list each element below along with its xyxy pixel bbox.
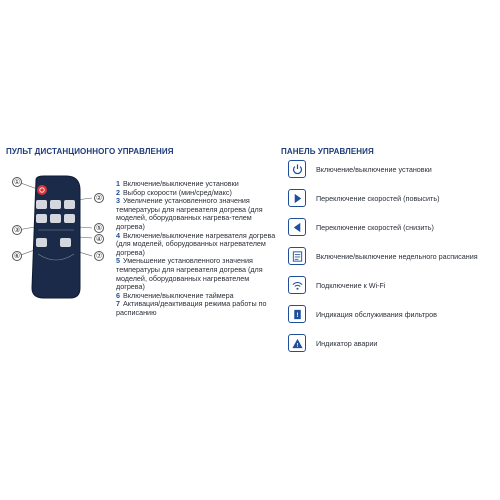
panel-label-power: Включение/выключение установки xyxy=(316,165,432,174)
power-icon xyxy=(288,160,306,178)
panel-item-filter-service xyxy=(288,305,498,325)
panel-label-weekly-schedule: Включение/выключение недельного расписания xyxy=(316,252,478,261)
callout-3: ③ xyxy=(13,227,21,234)
callout-2: ② xyxy=(95,195,103,202)
panel-label-speed-down: Переключение скоростей (снизить) xyxy=(316,223,434,232)
legend-item-4: 4 Включение/выключение нагревателя догрева (для моделей, оборудованных нагревателем догрева) xyxy=(116,230,276,257)
callout-6: ⑥ xyxy=(13,253,21,260)
panel-label-alarm: Индикатор аварии xyxy=(316,339,378,348)
panel-item-speed-up xyxy=(288,189,498,209)
speed-up-icon xyxy=(288,189,306,207)
panel-item-power xyxy=(288,160,498,180)
filter-service-icon xyxy=(288,305,306,323)
svg-text:!: ! xyxy=(296,342,298,349)
wifi-icon xyxy=(288,276,306,294)
legend-item-6: 6 Включение/выключение таймера xyxy=(116,290,234,300)
legend-item-7: 7 Активация/деактивация режима работы по расписанию xyxy=(116,299,267,317)
legend-item-3: 3 Увеличение установленного значения температуры для нагревателя догрева (для моделей, оборудованных нагрева-телем догрева) xyxy=(116,196,263,231)
weekly-schedule-icon xyxy=(288,247,306,265)
remote-section-heading: ПУЛЬТ ДИСТАНЦИОННОГО УПРАВЛЕНИЯ xyxy=(6,147,174,156)
speed-down-icon xyxy=(288,218,306,236)
panel-item-alarm xyxy=(288,334,498,354)
panel-item-weekly-schedule xyxy=(288,247,498,267)
legend-item-1: 1 Включение/выключение установки xyxy=(116,179,239,188)
panel-label-wifi: Подключение к Wi-Fi xyxy=(316,281,386,290)
legend-item-5: 5 Уменьшение установленного значения температуры для нагревателя догрева (для моделей, оборудованных нагревателем догрева) xyxy=(116,256,263,292)
callout-5: ⑤ xyxy=(95,225,103,232)
panel-section-heading: ПАНЕЛЬ УПРАВЛЕНИЯ xyxy=(281,147,374,156)
panel-item-speed-down xyxy=(288,218,498,238)
legend-item-2: 2 Выбор скорости (мин/сред/макс) xyxy=(116,187,232,197)
panel-label-filter-service: Индикация обслуживания фильтров xyxy=(316,310,438,319)
panel-item-wifi xyxy=(288,276,498,296)
panel-label-speed-up: Переключение скоростей (повысить) xyxy=(316,194,440,203)
alarm-icon xyxy=(288,334,306,352)
callout-1: ① xyxy=(13,179,21,186)
svg-text:!: ! xyxy=(295,311,299,319)
callout-4: ④ xyxy=(95,236,103,243)
remote-legend xyxy=(116,180,276,318)
callout-7: ⑦ xyxy=(95,253,103,260)
